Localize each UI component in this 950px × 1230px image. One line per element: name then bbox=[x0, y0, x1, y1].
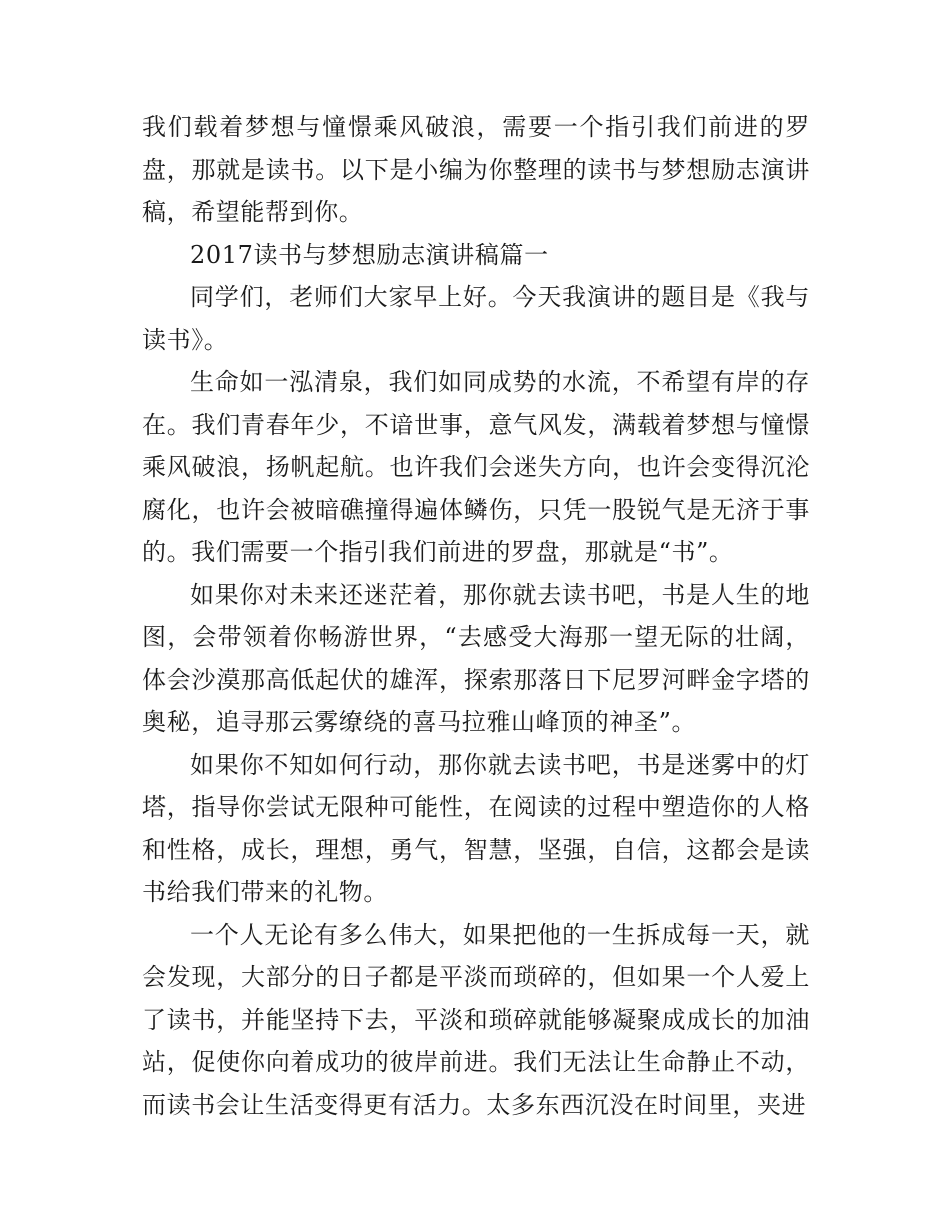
body-paragraph: 一个人无论有多么伟大，如果把他的一生拆成每一天，就会发现，大部分的日子都是平淡而琐碎的，但如果一个人爱上了读书，并能坚持下去，平淡和琐碎就能够凝聚成成长的加油站，促使你向着成功的彼岸前进。我们无法让生命静止不动，而读书会让生活变得更有活力。太多东西沉没在时间里，夹进 bbox=[142, 920, 810, 1119]
body-paragraph: 如果你对未来还迷茫着，那你就去读书吧，书是人生的地图，会带领着你畅游世界，“去感受大海那一望无际的壮阔，体会沙漠那高低起伏的雄浑，探索那落日下尼罗河畔金字塔的奥秘，追寻那云雾缭绕的喜马拉雅山峰顶的神圣”。 bbox=[142, 580, 810, 736]
document-body bbox=[142, 106, 810, 1126]
intro-paragraph: 我们载着梦想与憧憬乘风破浪，需要一个指引我们前进的罗盘，那就是读书。以下是小编为你整理的读书与梦想励志演讲稿，希望能帮到你。 bbox=[142, 113, 810, 226]
section-title: 2017读书与梦想励志演讲稿篇一 bbox=[190, 240, 549, 269]
body-paragraph: 如果你不知如何行动，那你就去读书吧，书是迷雾中的灯塔，指导你尝试无限种可能性，在阅读的过程中塑造你的人格和性格，成长，理想，勇气，智慧，坚强，自信，这都会是读书给我们带来的礼物。 bbox=[142, 750, 810, 906]
body-paragraph: 同学们，老师们大家早上好。今天我演讲的题目是《我与读书》。 bbox=[142, 283, 810, 354]
body-paragraph: 生命如一泓清泉，我们如同成势的水流，不希望有岸的存在。我们青春年少，不谙世事，意气风发，满载着梦想与憧憬乘风破浪，扬帆起航。也许我们会迷失方向，也许会变得沉沦腐化，也许会被暗礁撞得遍体鳞伤，只凭一股锐气是无济于事的。我们需要一个指引我们前进的罗盘，那就是“书”。 bbox=[142, 368, 810, 566]
